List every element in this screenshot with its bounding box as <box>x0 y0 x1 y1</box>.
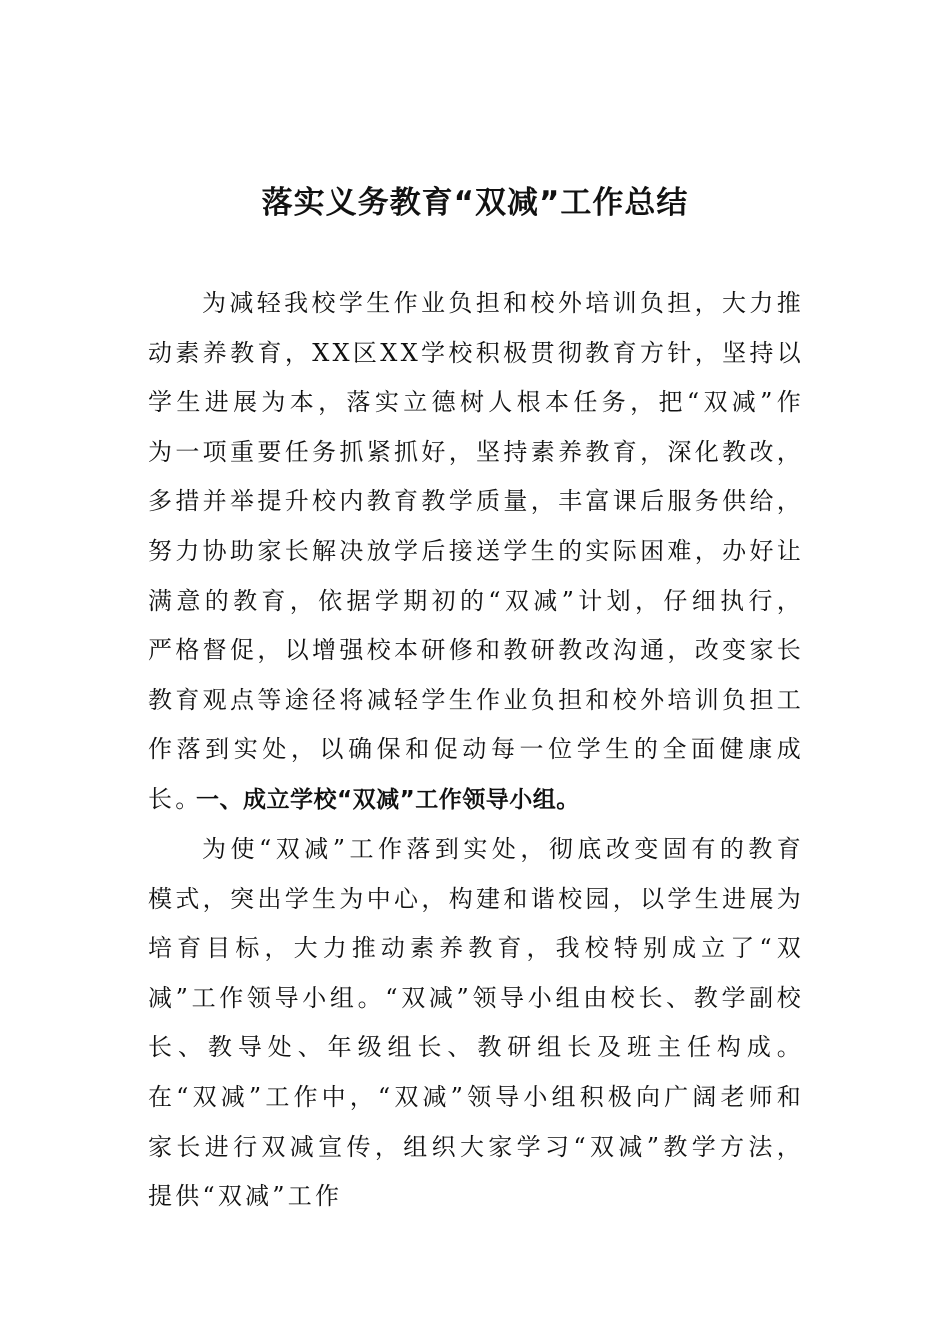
section-heading: 一、成立学校“双减”工作领导小组。 <box>196 787 580 813</box>
intro-paragraph: 为减轻我校学生作业负担和校外培训负担，大力推动素养教育，XX区XX学校积极贯彻教育方针，坚持以学生进展为本，落实立德树人根本任务，把“双减”作为一项重要任务抓紧抓好，坚持素养教育，深化教改，多措并举提升校内教育教学质量，丰富课后服务供给，努力协助家长解决放学后接送学生的实际困难，办好让满意的教育，依据学期初的“双减”计划，仔细执行，严格督促，以增强校本研修和教研教改沟通，改变家长教育观点等途径将减轻学生作业负担和校外培训负担工作落到实处，以确保和促动每一位学生的全面健康成长。 <box>148 289 804 813</box>
section-paragraph: 为使“双减”工作落到实处，彻底改变固有的教育模式，突出学生为中心，构建和谐校园，以学生进展为培育目标，大力推动素养教育，我校特别成立了“双减”工作领导小组。“双减”领导小组由校长、教学副校长、教导处、年级组长、教研组长及班主任构成。在“双减”工作中，“双减”领导小组积极向广阔老师和家长进行双减宣传，组织大家学习“双减”教学方法，提供“双减”工作 <box>148 835 804 1211</box>
document-title: 落实义务教育“双减”工作总结 <box>261 185 689 221</box>
